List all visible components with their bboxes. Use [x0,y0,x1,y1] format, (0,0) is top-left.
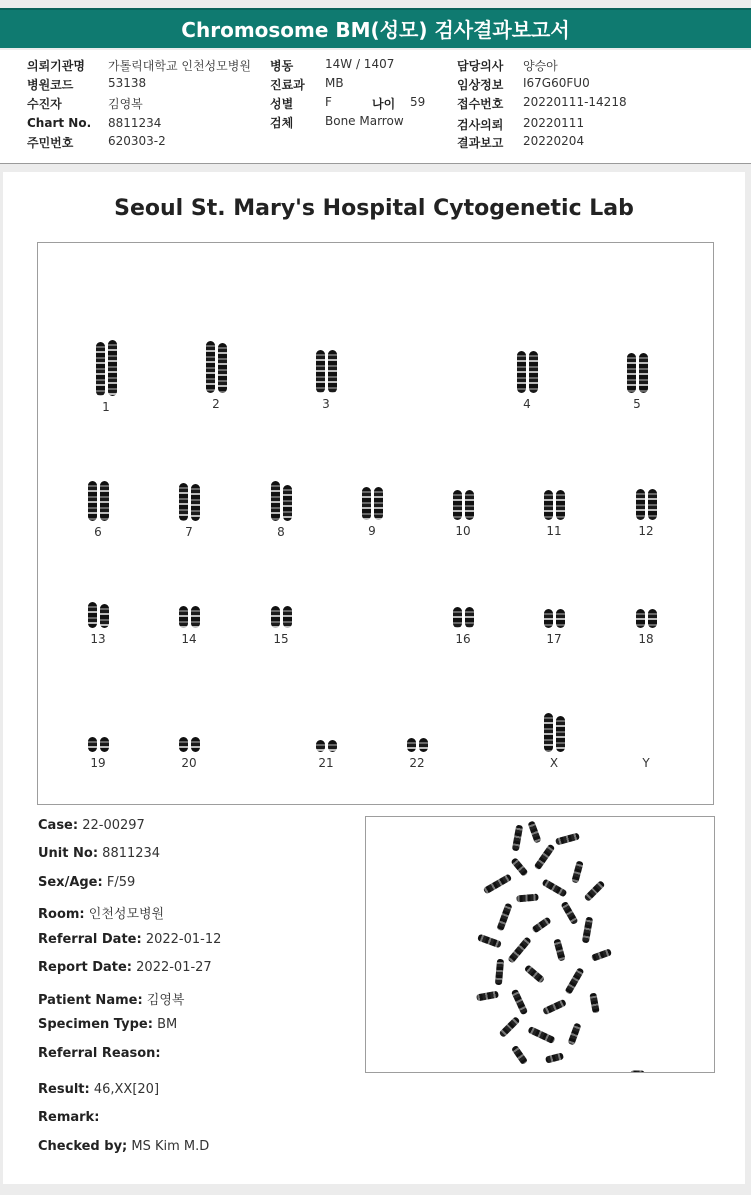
info-value-report-date: 20220204 [523,134,585,148]
chromosome-x: X [534,713,574,770]
info-label-report-date: 결과보고 [457,136,504,150]
chromosome-16: 16 [443,607,483,646]
specimen-type-row: Specimen Type: BM [38,1017,178,1032]
info-value-ward: 14W / 1407 [325,57,395,71]
chromosome-9: 9 [352,487,392,538]
chromosome-2: 2 [196,341,236,411]
info-label-ward: 병동 [270,59,294,73]
info-label-department: 진료과 [270,78,305,92]
room-row: Room: 인천성모병원 [38,907,165,922]
chromosome-11: 11 [534,490,574,538]
chromosome-22: 22 [397,738,437,770]
info-value-sex: F [325,95,332,109]
info-value-chart-no: 8811234 [108,116,162,130]
info-value-request-date: 20220111 [523,116,585,130]
result-row: Result: 46,XX[20] [38,1082,160,1097]
report-title: Chromosome BM(성모) 검사결과보고서 [0,8,751,48]
chromosome-20: 20 [169,737,209,770]
chromosome-1: 1 [86,340,126,414]
chromosome-6: 6 [78,481,118,539]
sex-age-row: Sex/Age: F/59 [38,875,136,890]
report-date-row: Report Date: 2022-01-27 [38,960,212,975]
chromosome-y: Y [642,756,650,770]
info-label-physician: 담당의사 [457,59,504,73]
info-label-age: 나이 [372,97,396,111]
info-label-receipt-no: 접수번호 [457,97,504,111]
chromosome-15: 15 [261,606,301,646]
info-value-age: 59 [410,95,426,109]
info-label-id-number: 주민번호 [27,136,74,150]
info-value-specimen: Bone Marrow [325,114,404,128]
case-row: Case: 22-00297 [38,818,145,833]
info-value-id-number: 620303-2 [108,134,166,148]
info-value-department: MB [325,76,344,90]
info-value-hospital-code: 53138 [108,76,147,90]
info-label-hospital-code: 병원코드 [27,78,74,92]
chromosome-14: 14 [169,606,209,646]
patient-name-row: Patient Name: 김영복 [38,993,185,1008]
info-value-institution: 가톨릭대학교 인천성모병원 [108,59,251,73]
referral-reason-row: Referral Reason: [38,1046,161,1061]
patient-info-panel [0,50,751,164]
chromosome-17: 17 [534,609,574,646]
info-label-sex: 성별 [270,97,294,111]
info-label-request-date: 검사의뢰 [457,118,504,132]
chromosome-12: 12 [626,489,666,538]
info-label-patient: 수진자 [27,97,62,111]
chromosome-13: 13 [78,602,118,646]
info-value-receipt-no: 20220111-14218 [523,95,627,109]
chromosome-3: 3 [306,350,346,411]
info-label-chart-no: Chart No. [27,116,92,130]
info-label-institution: 의뢰기관명 [27,59,85,73]
unit-row: Unit No: 8811234 [38,846,161,861]
chromosome-19: 19 [78,737,118,770]
karyotype-report [3,172,745,1184]
info-value-patient: 김영복 [108,97,143,111]
chromosome-4: 4 [507,351,547,411]
chromosome-10: 10 [443,490,483,538]
chromosome-7: 7 [169,483,209,539]
chromosome-5: 5 [617,353,657,411]
chromosome-18: 18 [626,609,666,646]
info-label-specimen: 검체 [270,116,294,130]
karyogram [37,242,714,805]
checked-by-row: Checked by; MS Kim M.D [38,1139,210,1154]
info-value-physician: 양승아 [523,59,558,73]
info-label-clinical-info: 임상정보 [457,78,504,92]
chromosome-21: 21 [306,740,346,770]
info-value-clinical-info: I67G60FU0 [523,76,590,90]
lab-title: Seoul St. Mary's Hospital Cytogenetic Lab [114,196,634,221]
remark-row: Remark: [38,1110,100,1125]
referral-date-row: Referral Date: 2022-01-12 [38,932,222,947]
chromosome-8: 8 [261,481,301,539]
metaphase-image [365,816,715,1073]
